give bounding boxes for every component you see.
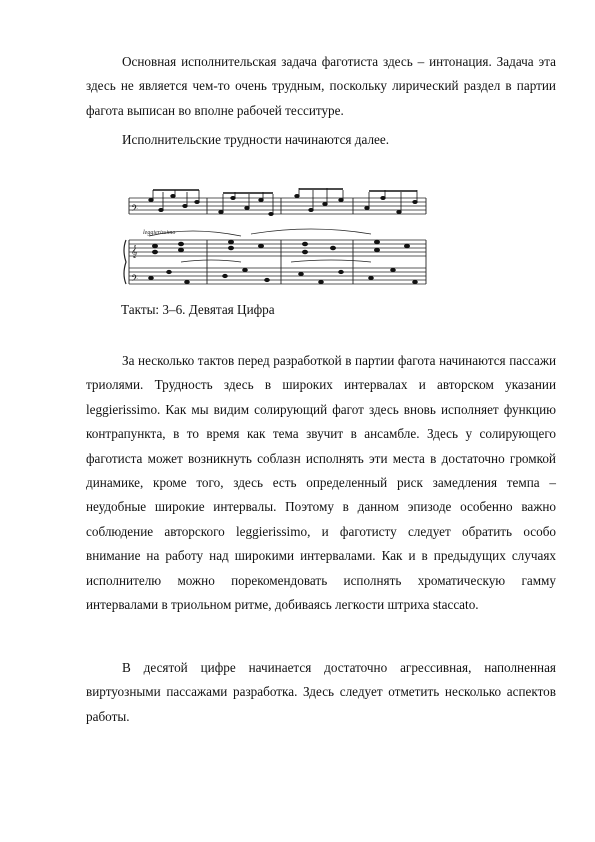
score-marking-text: leggierissimo [143, 230, 176, 236]
difficulties-section [86, 128, 556, 152]
score-barlines [129, 198, 426, 284]
development-section [86, 656, 556, 729]
development-paragraph: В десятой цифре начинается достаточно агрессивная, наполненная виртуозными пассажами разработка. Здесь следует отметить несколько аспектов работы. [86, 660, 556, 724]
music-score-excerpt [121, 188, 431, 293]
score-brace [124, 240, 126, 284]
passages-section [86, 349, 556, 617]
difficulties-paragraph: Исполнительские трудности начинаются далее. [122, 132, 390, 147]
figure-caption: Такты: 3–6. Девятая Цифра [121, 302, 275, 317]
svg-text:𝄢: 𝄢 [131, 273, 139, 286]
score-staff-lines [129, 198, 426, 284]
score-notes [149, 188, 418, 284]
svg-text:𝄢: 𝄢 [131, 203, 139, 216]
svg-text:𝄞: 𝄞 [131, 245, 138, 258]
intro-paragraph: Основная исполнительская задача фаготиста здесь – интонация. Задача эта здесь не является чем-то очень трудным, поскольку лирический раздел в партии фагота выписан во вполне рабочей тесситуре. [86, 54, 556, 118]
passages-paragraph: За несколько тактов перед разработкой в партии фагота начинаются пассажи триолями. Трудность здесь в широких интервалах и авторском указании leggierissimo. Как мы видим солирующий фагот здесь вновь исполняет функцию контрапункта, в то время как тема звучит в ансамбле. Здесь у солирующего фаготиста может возникнуть соблазн исполнять эти места в достаточно громкой динамике, кроме того, здесь есть определенный риск замедления темпа – неудобные широкие интервалы. Поэтому в данном эпизоде особенно важно соблюдение авторского leggierissimo, и фаготисту следует обратить особо внимание на работу над широкими интервалами. Как и в предыдущих случаях исполнителю можно порекомендовать исполнять хроматическую гамму интервалами в триольном ритме, добиваясь легкости штриха staccato. [86, 353, 556, 613]
intro-section [86, 50, 556, 123]
score-clefs [131, 203, 138, 286]
